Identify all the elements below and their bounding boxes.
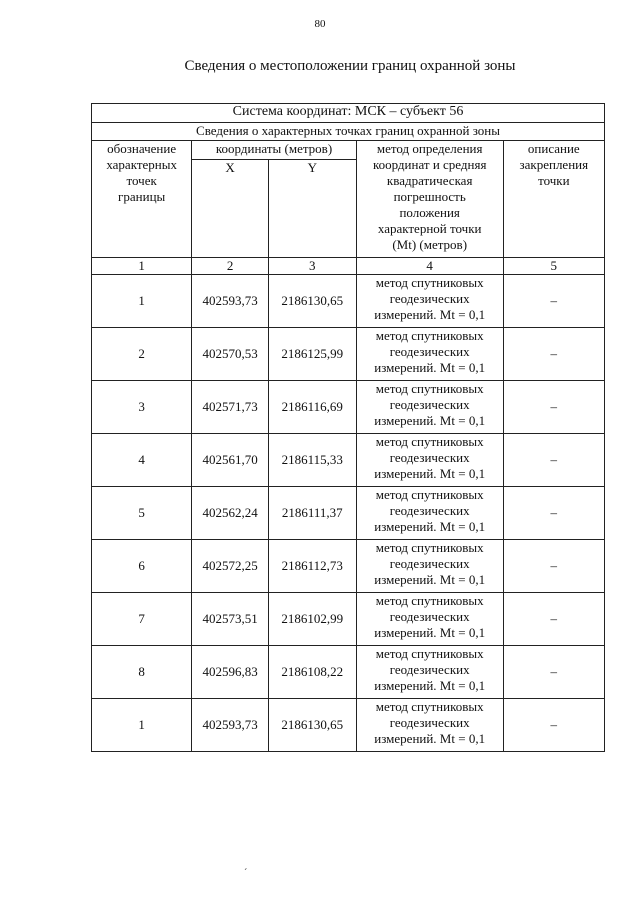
description-cell	[503, 699, 604, 752]
point-cell-text: 5	[138, 505, 145, 520]
description-cell-text: –	[550, 452, 558, 467]
description-cell-text: –	[550, 346, 558, 361]
header-method-text: метод определения координат и средняя квадратическая погрешность положения характерной точки (Mt) (метров)	[372, 141, 487, 252]
point-cell-text: 2	[138, 346, 145, 361]
method-cell-text: метод спутниковых геодезических измерений. Mt = 0,1	[374, 381, 486, 428]
points-info-header: Сведения о характерных точках границ охранной зоны	[92, 123, 605, 141]
method-cell-text: метод спутниковых геодезических измерений. Mt = 0,1	[374, 593, 486, 640]
x-cell-text: 402562,24	[202, 505, 258, 520]
y-cell-text: 2186112,73	[281, 558, 343, 573]
description-cell-text: –	[550, 664, 558, 679]
description-cell-text: –	[550, 611, 558, 626]
y-cell	[268, 540, 356, 593]
description-cell-text: –	[550, 558, 558, 573]
document-title: Сведения о местоположении границ охранной зоны	[184, 58, 516, 74]
x-cell	[192, 487, 269, 540]
method-cell	[356, 328, 503, 381]
point-cell-text: 4	[138, 452, 145, 467]
x-cell	[192, 699, 269, 752]
table-row	[92, 699, 605, 752]
y-cell-text: 2186102,99	[281, 611, 344, 626]
point-cell-text: 3	[138, 399, 145, 414]
x-cell	[192, 328, 269, 381]
description-cell	[503, 487, 604, 540]
header-y: Y	[268, 160, 356, 258]
point-cell	[92, 487, 192, 540]
y-cell	[268, 381, 356, 434]
x-cell-text: 402596,83	[202, 664, 258, 679]
column-number: 3	[268, 258, 356, 275]
header-description-text: описание закрепления точки	[519, 141, 589, 188]
x-cell-text: 402571,73	[202, 399, 258, 414]
boundary-points-table	[91, 103, 605, 752]
point-cell-text: 1	[138, 717, 145, 732]
description-cell	[503, 434, 604, 487]
method-cell-text: метод спутниковых геодезических измерений. Mt = 0,1	[374, 328, 486, 375]
x-cell	[192, 593, 269, 646]
y-cell	[268, 434, 356, 487]
x-cell	[192, 275, 269, 328]
x-cell	[192, 434, 269, 487]
table-row	[92, 540, 605, 593]
y-cell	[268, 699, 356, 752]
column-number-row	[92, 258, 605, 275]
point-cell	[92, 434, 192, 487]
header-coordinates: координаты (метров)	[192, 141, 356, 160]
method-cell	[356, 381, 503, 434]
method-cell	[356, 487, 503, 540]
y-cell	[268, 593, 356, 646]
header-method	[356, 141, 503, 258]
table-row	[92, 487, 605, 540]
description-cell	[503, 381, 604, 434]
method-cell	[356, 434, 503, 487]
point-cell-text: 8	[138, 664, 145, 679]
x-cell-text: 402593,73	[202, 717, 258, 732]
x-cell-text: 402570,53	[202, 346, 258, 361]
y-cell-text: 2186115,33	[281, 452, 343, 467]
description-cell	[503, 593, 604, 646]
point-cell	[92, 540, 192, 593]
method-cell	[356, 646, 503, 699]
table-row	[92, 434, 605, 487]
description-cell-text: –	[550, 717, 558, 732]
description-cell	[503, 328, 604, 381]
description-cell-text: –	[550, 505, 558, 520]
description-cell	[503, 646, 604, 699]
table-row	[92, 275, 605, 328]
method-cell	[356, 699, 503, 752]
header-x: X	[192, 160, 269, 258]
y-cell-text: 2186130,65	[281, 717, 344, 732]
method-cell-text: метод спутниковых геодезических измерений. Mt = 0,1	[374, 646, 486, 693]
stray-mark: ˊ	[244, 868, 248, 879]
y-cell	[268, 328, 356, 381]
point-cell	[92, 381, 192, 434]
method-cell-text: метод спутниковых геодезических измерений. Mt = 0,1	[374, 275, 486, 322]
column-number: 4	[356, 258, 503, 275]
point-cell-text: 1	[138, 293, 145, 308]
description-cell	[503, 275, 604, 328]
coordinate-system-header: Система координат: МСК – субъект 56	[92, 104, 605, 123]
method-cell-text: метод спутниковых геодезических измерений. Mt = 0,1	[374, 487, 486, 534]
method-cell-text: метод спутниковых геодезических измерений. Mt = 0,1	[374, 540, 486, 587]
table-row	[92, 646, 605, 699]
description-cell-text: –	[550, 399, 558, 414]
method-cell	[356, 593, 503, 646]
table-row	[92, 593, 605, 646]
method-cell	[356, 540, 503, 593]
y-cell-text: 2186130,65	[281, 293, 344, 308]
y-cell-text: 2186125,99	[281, 346, 344, 361]
x-cell-text: 402572,25	[202, 558, 258, 573]
description-cell-text: –	[550, 293, 558, 308]
x-cell-text: 402593,73	[202, 293, 258, 308]
page-number: 80	[314, 18, 326, 30]
column-number: 5	[503, 258, 604, 275]
x-cell	[192, 646, 269, 699]
x-cell	[192, 540, 269, 593]
y-cell-text: 2186111,37	[281, 505, 343, 520]
point-cell	[92, 328, 192, 381]
header-designation-text: обозначение характерных точек границы	[106, 141, 177, 204]
point-cell-text: 6	[138, 558, 145, 573]
y-cell-text: 2186108,22	[281, 664, 344, 679]
point-cell	[92, 275, 192, 328]
y-cell	[268, 646, 356, 699]
point-cell	[92, 646, 192, 699]
point-cell	[92, 593, 192, 646]
column-number: 2	[192, 258, 269, 275]
table-row	[92, 381, 605, 434]
x-cell-text: 402561,70	[202, 452, 258, 467]
header-designation	[92, 141, 192, 258]
y-cell-text: 2186116,69	[281, 399, 343, 414]
y-cell	[268, 275, 356, 328]
x-cell-text: 402573,51	[202, 611, 258, 626]
y-cell	[268, 487, 356, 540]
method-cell-text: метод спутниковых геодезических измерений. Mt = 0,1	[374, 434, 486, 481]
x-cell	[192, 381, 269, 434]
column-number: 1	[92, 258, 192, 275]
method-cell	[356, 275, 503, 328]
point-cell-text: 7	[138, 611, 145, 626]
header-description	[503, 141, 604, 258]
point-cell	[92, 699, 192, 752]
description-cell	[503, 540, 604, 593]
method-cell-text: метод спутниковых геодезических измерений. Mt = 0,1	[374, 699, 486, 746]
table-row	[92, 328, 605, 381]
